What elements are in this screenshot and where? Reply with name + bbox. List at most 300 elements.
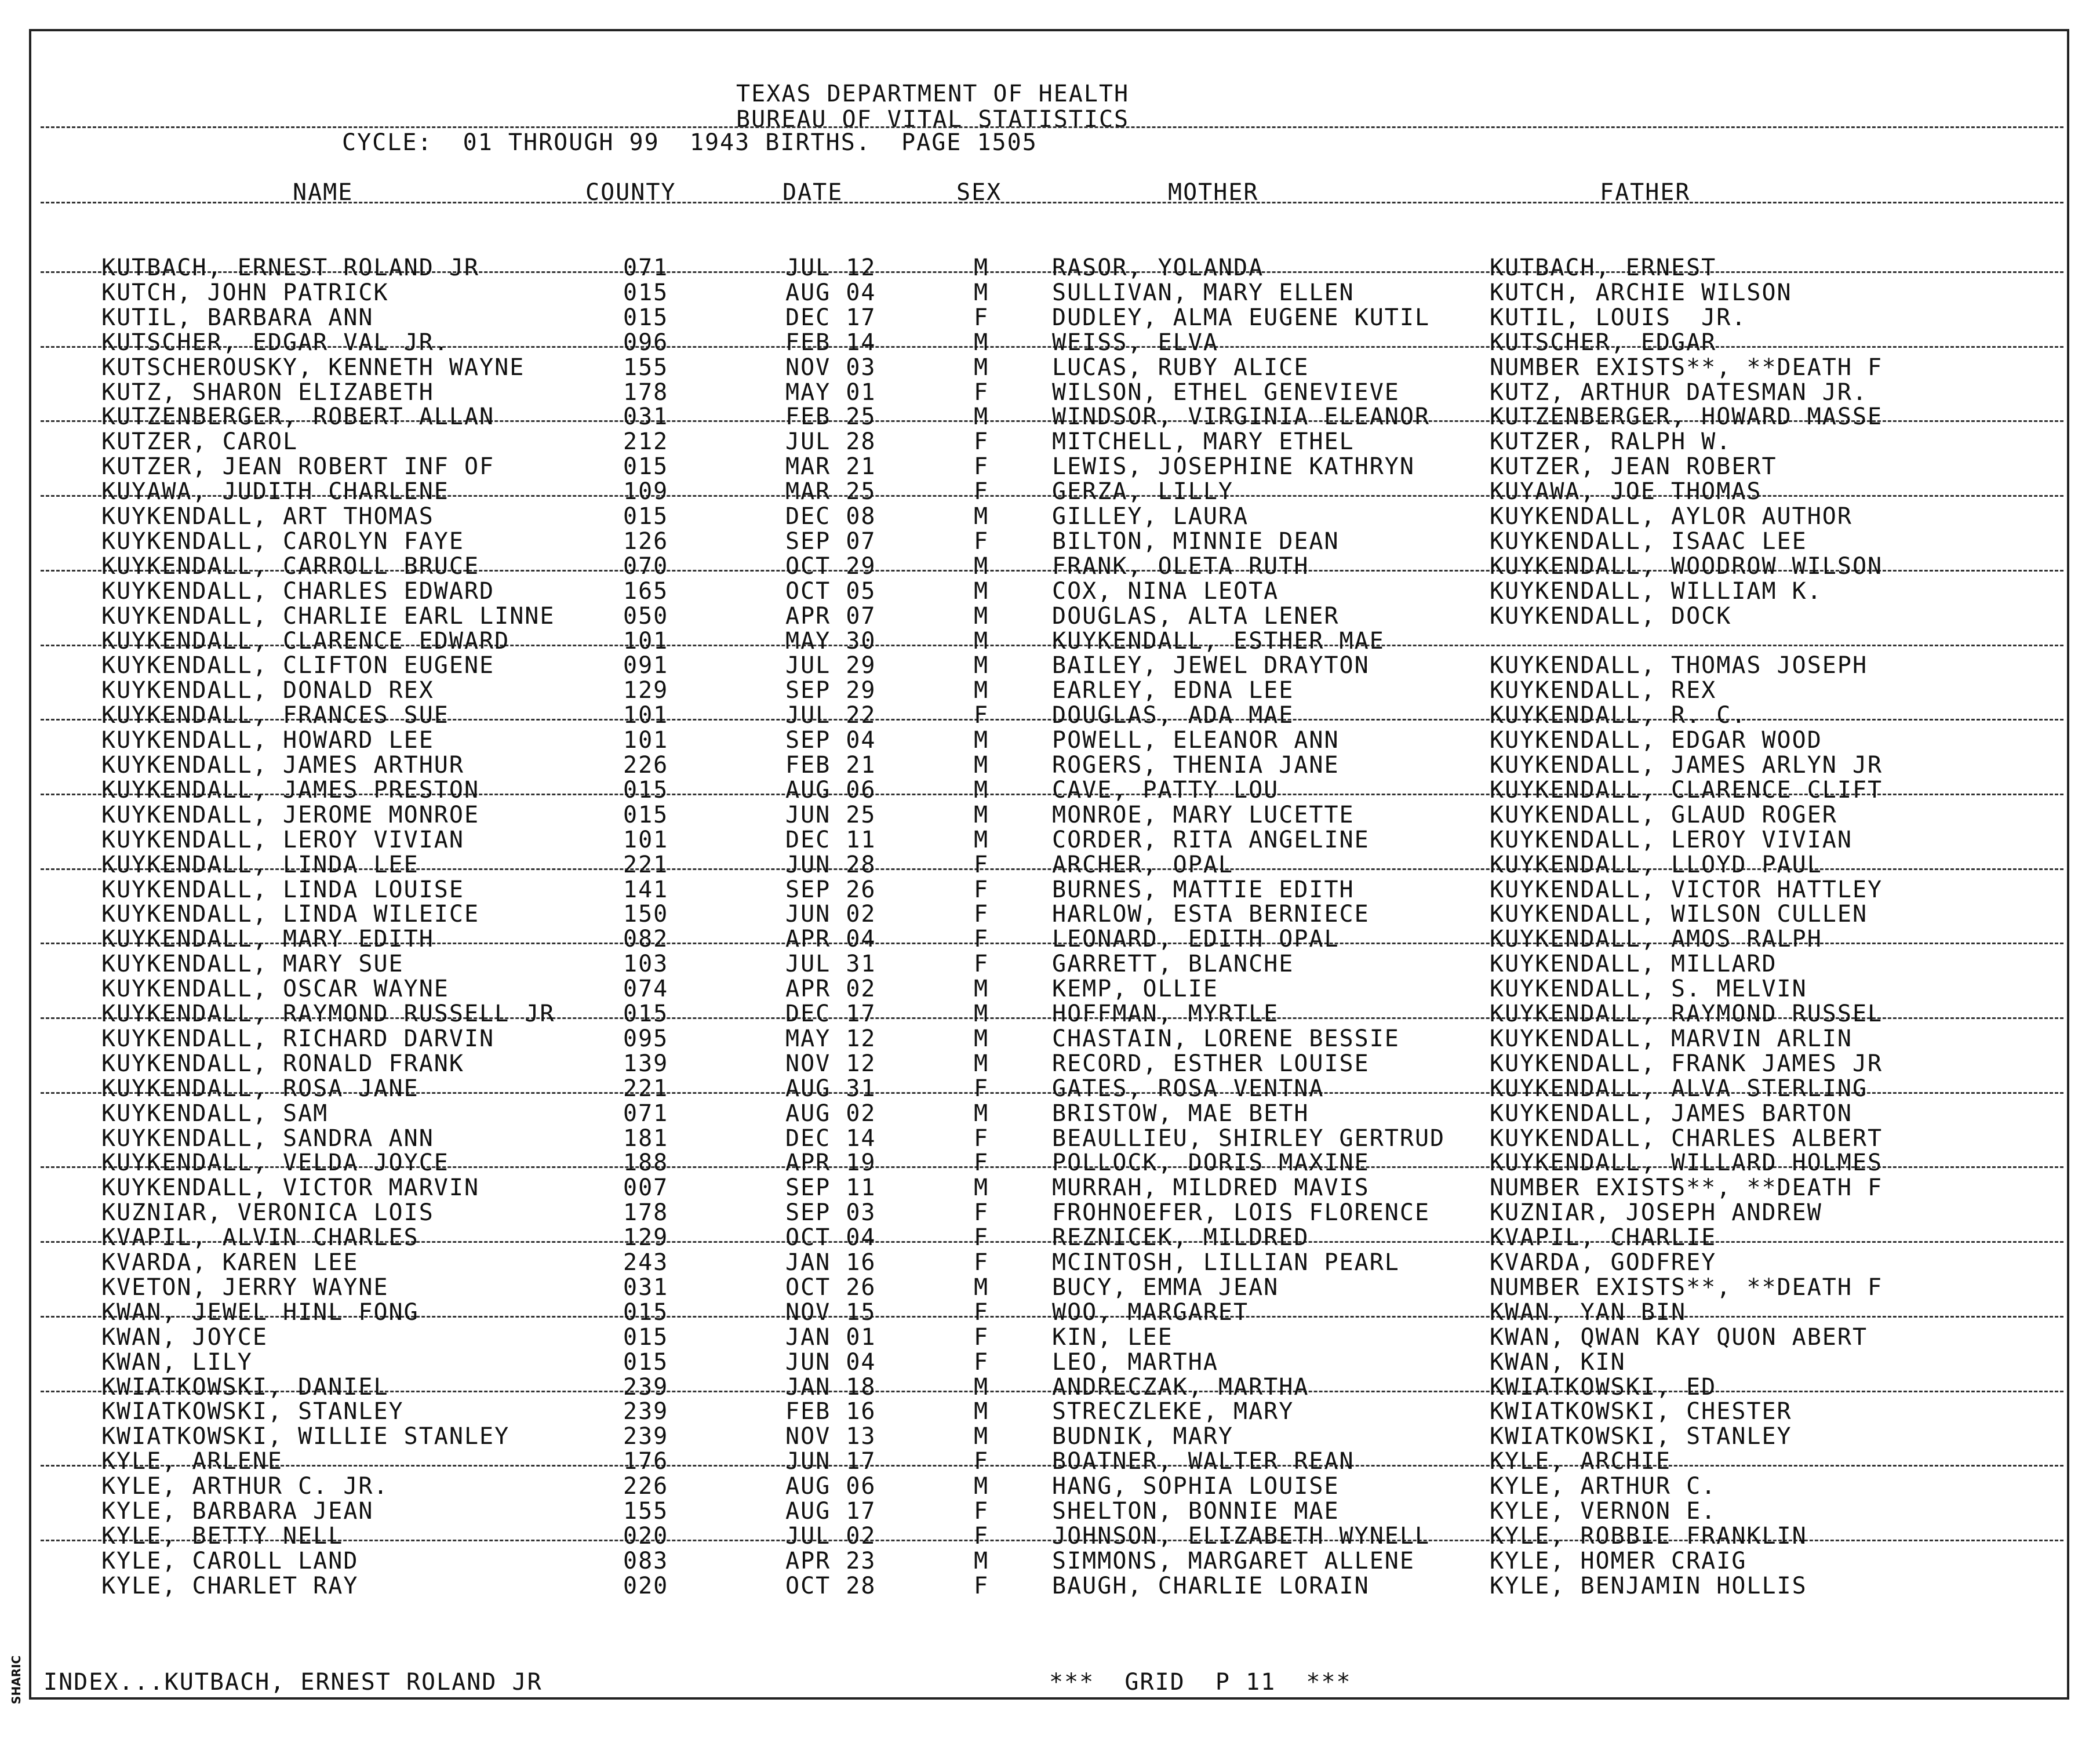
cell-father: KUYKENDALL, THOMAS JOSEPH [1490, 652, 1868, 679]
cell-name: KUYKENDALL, LINDA LEE [101, 852, 419, 878]
cell-father: KUYKENDALL, MARVIN ARLIN [1490, 1025, 1852, 1052]
cell-county: 212 [623, 428, 669, 455]
cell-county: 050 [623, 603, 669, 630]
cell-mother: WINDSOR, VIRGINIA ELEANOR [1052, 403, 1431, 430]
cell-name: KUTIL, BARBARA ANN [101, 304, 374, 331]
cell-mother: BAILEY, JEWEL DRAYTON [1052, 652, 1370, 679]
cell-father: KUYKENDALL, WILLARD HOLMES [1490, 1149, 1883, 1176]
cell-county: 015 [623, 777, 669, 803]
cell-father: KUYKENDALL, ALVA STERLING [1490, 1075, 1868, 1102]
cell-mother: MCINTOSH, LILLIAN PEARL [1052, 1249, 1400, 1276]
cell-name: KUYKENDALL, JAMES PRESTON [101, 777, 480, 803]
cell-county: 015 [623, 1349, 669, 1376]
column-header-mother: MOTHER [1168, 179, 1259, 206]
cell-date: SEP 03 [785, 1199, 876, 1226]
cell-sex: F [974, 1498, 989, 1525]
cell-father: KYLE, ROBBIE FRANKLIN [1490, 1523, 1807, 1549]
cell-date: MAR 25 [785, 478, 876, 505]
cell-county: 082 [623, 926, 669, 952]
cell-father: KUYKENDALL, CHARLES ALBERT [1490, 1125, 1883, 1152]
cell-mother: FROHNOEFER, LOIS FLORENCE [1052, 1199, 1431, 1226]
cell-mother: WOO, MARGARET [1052, 1299, 1249, 1326]
column-header-name: NAME [293, 179, 354, 206]
cell-sex: F [974, 1125, 989, 1152]
cell-name: KYLE, ARTHUR C. JR. [101, 1473, 389, 1500]
cell-date: DEC 17 [785, 304, 876, 331]
cell-mother: MONROE, MARY LUCETTE [1052, 802, 1355, 828]
cell-county: 129 [623, 677, 669, 704]
cell-county: 015 [623, 1324, 669, 1351]
cell-county: 221 [623, 1075, 669, 1102]
cell-sex: F [974, 1199, 989, 1226]
cell-date: FEB 21 [785, 752, 876, 778]
cell-name: KUYKENDALL, CHARLES EDWARD [101, 578, 495, 605]
cell-sex: M [974, 628, 989, 654]
cell-father: KUYKENDALL, MILLARD [1490, 951, 1777, 977]
cell-name: KUTSCHER, EDGAR VAL JR. [101, 329, 449, 356]
cell-name: KYLE, ARLENE [101, 1448, 283, 1475]
cell-mother: POWELL, ELEANOR ANN [1052, 727, 1340, 754]
cell-date: APR 23 [785, 1548, 876, 1574]
dashed-rule [41, 202, 2063, 203]
cell-county: 071 [623, 254, 669, 281]
cell-date: MAY 01 [785, 379, 876, 406]
cell-name: KUYKENDALL, SAM [101, 1100, 329, 1127]
cell-father: KUTIL, LOUIS JR. [1490, 304, 1747, 331]
cell-name: KUYKENDALL, CLARENCE EDWARD [101, 628, 510, 654]
cell-name: KUYKENDALL, JAMES ARTHUR [101, 752, 464, 778]
cell-name: KUTZER, CAROL [101, 428, 299, 455]
cell-date: APR 19 [785, 1149, 876, 1176]
cell-father: NUMBER EXISTS**, **DEATH F [1490, 1174, 1883, 1201]
cell-sex: F [974, 1324, 989, 1351]
department-title: TEXAS DEPARTMENT OF HEALTH [736, 81, 1130, 107]
cell-date: JUN 28 [785, 852, 876, 878]
cell-mother: KUYKENDALL, ESTHER MAE [1052, 628, 1385, 654]
cell-mother: HARLOW, ESTA BERNIECE [1052, 901, 1370, 927]
cell-date: APR 04 [785, 926, 876, 952]
cell-date: FEB 16 [785, 1398, 876, 1425]
footer-index: INDEX...KUTBACH, ERNEST ROLAND JR [43, 1669, 543, 1696]
cell-date: DEC 08 [785, 503, 876, 530]
cell-sex: F [974, 926, 989, 952]
cell-father: KUYKENDALL, WILLIAM K. [1490, 578, 1822, 605]
cell-name: KWAN, LILY [101, 1349, 253, 1376]
cell-county: 096 [623, 329, 669, 356]
cell-name: KUYKENDALL, CAROLYN FAYE [101, 528, 464, 555]
cell-mother: BRISTOW, MAE BETH [1052, 1100, 1309, 1127]
cell-name: KUTSCHEROUSKY, KENNETH WAYNE [101, 354, 525, 381]
cell-name: KUTZER, JEAN ROBERT INF OF [101, 453, 495, 480]
column-header-county: COUNTY [585, 179, 676, 206]
cell-mother: JOHNSON, ELIZABETH WYNELL [1052, 1523, 1431, 1549]
cell-father: KWAN, YAN BIN [1490, 1299, 1687, 1326]
cell-date: OCT 26 [785, 1274, 876, 1301]
cell-date: JUN 02 [785, 901, 876, 927]
cell-name: KUYKENDALL, LINDA LOUISE [101, 876, 464, 903]
cell-date: SEP 04 [785, 727, 876, 754]
cell-county: 239 [623, 1374, 669, 1400]
cell-date: NOV 13 [785, 1423, 876, 1450]
cell-county: 103 [623, 951, 669, 977]
cell-father: NUMBER EXISTS**, **DEATH F [1490, 354, 1883, 381]
column-header-date: DATE [783, 179, 843, 206]
cell-name: KUTBACH, ERNEST ROLAND JR [101, 254, 480, 281]
cell-sex: M [974, 652, 989, 679]
cell-name: KUYKENDALL, CHARLIE EARL LINNE [101, 603, 555, 630]
cell-sex: M [974, 603, 989, 630]
cell-name: KWIATKOWSKI, WILLIE STANLEY [101, 1423, 510, 1450]
cell-sex: M [974, 279, 989, 306]
cell-county: 015 [623, 1001, 669, 1027]
cell-mother: LUCAS, RUBY ALICE [1052, 354, 1309, 381]
cell-name: KUYKENDALL, CLIFTON EUGENE [101, 652, 495, 679]
cell-father: KUYKENDALL, AMOS RALPH [1490, 926, 1822, 952]
cell-county: 020 [623, 1573, 669, 1599]
cell-date: JUL 12 [785, 254, 876, 281]
cell-county: 129 [623, 1224, 669, 1251]
cell-father: KUYAWA, JOE THOMAS [1490, 478, 1762, 505]
cell-father: KYLE, HOMER CRAIG [1490, 1548, 1747, 1574]
cell-county: 141 [623, 876, 669, 903]
cell-date: JUL 02 [785, 1523, 876, 1549]
side-label [5, 1640, 22, 1704]
cell-sex: M [974, 578, 989, 605]
cell-father: KUYKENDALL, AYLOR AUTHOR [1490, 503, 1852, 530]
cell-date: JUL 31 [785, 951, 876, 977]
cell-mother: LEO, MARTHA [1052, 1349, 1218, 1376]
cell-mother: BUDNIK, MARY [1052, 1423, 1233, 1450]
cell-sex: F [974, 901, 989, 927]
cell-name: KUYKENDALL, RAYMOND RUSSELL JR [101, 1001, 555, 1027]
cell-sex: F [974, 1149, 989, 1176]
cell-date: SEP 07 [785, 528, 876, 555]
cell-father: KUZNIAR, JOSEPH ANDREW [1490, 1199, 1822, 1226]
cell-county: 178 [623, 1199, 669, 1226]
cell-date: JAN 18 [785, 1374, 876, 1400]
cell-mother: SIMMONS, MARGARET ALLENE [1052, 1548, 1415, 1574]
cell-name: KVETON, JERRY WAYNE [101, 1274, 389, 1301]
cell-mother: DOUGLAS, ALTA LENER [1052, 603, 1340, 630]
cell-father: KUTBACH, ERNEST [1490, 254, 1717, 281]
cell-mother: SULLIVAN, MARY ELLEN [1052, 279, 1355, 306]
cycle-line: CYCLE: 01 THROUGH 99 1943 BIRTHS. PAGE 1505 [342, 129, 1038, 156]
cell-sex: M [974, 553, 989, 580]
cell-county: 015 [623, 279, 669, 306]
cell-father: KUYKENDALL, FRANK JAMES JR [1490, 1050, 1883, 1077]
cell-date: JAN 01 [785, 1324, 876, 1351]
cell-father: KUTZ, ARTHUR DATESMAN JR. [1490, 379, 1868, 406]
cell-county: 126 [623, 528, 669, 555]
cell-county: 083 [623, 1548, 669, 1574]
cell-name: KVAPIL, ALVIN CHARLES [101, 1224, 419, 1251]
cell-mother: BAUGH, CHARLIE LORAIN [1052, 1573, 1370, 1599]
cell-name: KUYKENDALL, HOWARD LEE [101, 727, 434, 754]
cell-sex: F [974, 1523, 989, 1549]
cell-father: KUYKENDALL, R. C. [1490, 702, 1747, 729]
cell-date: JUL 29 [785, 652, 876, 679]
cell-county: 226 [623, 1473, 669, 1500]
cell-name: KYLE, CAROLL LAND [101, 1548, 359, 1574]
cell-mother: STRECZLEKE, MARY [1052, 1398, 1294, 1425]
cell-county: 074 [623, 976, 669, 1002]
cell-father: KYLE, ARTHUR C. [1490, 1473, 1717, 1500]
cell-county: 226 [623, 752, 669, 778]
cell-father: KUYKENDALL, EDGAR WOOD [1490, 727, 1822, 754]
cell-county: 155 [623, 1498, 669, 1525]
cell-county: 181 [623, 1125, 669, 1152]
column-header-father: FATHER [1600, 179, 1691, 206]
cell-date: SEP 26 [785, 876, 876, 903]
cell-name: KVARDA, KAREN LEE [101, 1249, 359, 1276]
cell-mother: RECORD, ESTHER LOUISE [1052, 1050, 1370, 1077]
cell-name: KUYKENDALL, CARROLL BRUCE [101, 553, 480, 580]
cell-county: 015 [623, 453, 669, 480]
cell-sex: F [974, 1448, 989, 1475]
cell-mother: SHELTON, BONNIE MAE [1052, 1498, 1340, 1525]
cell-county: 020 [623, 1523, 669, 1549]
cell-county: 221 [623, 852, 669, 878]
cell-date: JUN 25 [785, 802, 876, 828]
cell-sex: F [974, 478, 989, 505]
cell-date: MAY 12 [785, 1025, 876, 1052]
cell-name: KUYKENDALL, RICHARD DARVIN [101, 1025, 495, 1052]
cell-county: 070 [623, 553, 669, 580]
cell-father: KVARDA, GODFREY [1490, 1249, 1717, 1276]
cell-county: 165 [623, 578, 669, 605]
cell-mother: GATES, ROSA VENTNA [1052, 1075, 1324, 1102]
cell-name: KUYKENDALL, RONALD FRANK [101, 1050, 464, 1077]
footer-grid: *** GRID P 11 *** [1049, 1669, 1352, 1696]
cell-date: OCT 29 [785, 553, 876, 580]
cell-sex: F [974, 453, 989, 480]
cell-county: 239 [623, 1398, 669, 1425]
cell-sex: F [974, 1224, 989, 1251]
cell-date: SEP 29 [785, 677, 876, 704]
cell-date: AUG 06 [785, 1473, 876, 1500]
cell-date: DEC 11 [785, 827, 876, 853]
cell-sex: M [974, 1423, 989, 1450]
cell-mother: BILTON, MINNIE DEAN [1052, 528, 1340, 555]
cell-father: KYLE, BENJAMIN HOLLIS [1490, 1573, 1807, 1599]
cell-mother: CAVE, PATTY LOU [1052, 777, 1279, 803]
cell-mother: WILSON, ETHEL GENEVIEVE [1052, 379, 1400, 406]
cell-father: KUYKENDALL, JAMES BARTON [1490, 1100, 1852, 1127]
bureau-title: BUREAU OF VITAL STATISTICS [736, 106, 1130, 133]
cell-sex: M [974, 727, 989, 754]
cell-date: JAN 16 [785, 1249, 876, 1276]
cell-sex: F [974, 1075, 989, 1102]
cell-sex: F [974, 876, 989, 903]
cell-county: 101 [623, 628, 669, 654]
cell-name: KYLE, BARBARA JEAN [101, 1498, 374, 1525]
cell-name: KUYKENDALL, DONALD REX [101, 677, 434, 704]
cell-county: 007 [623, 1174, 669, 1201]
cell-county: 101 [623, 702, 669, 729]
cell-county: 243 [623, 1249, 669, 1276]
cell-date: AUG 06 [785, 777, 876, 803]
cell-sex: M [974, 1100, 989, 1127]
cell-date: NOV 15 [785, 1299, 876, 1326]
cell-county: 095 [623, 1025, 669, 1052]
cell-sex: M [974, 827, 989, 853]
cell-name: KUYKENDALL, VICTOR MARVIN [101, 1174, 480, 1201]
cell-county: 239 [623, 1423, 669, 1450]
cell-father: KUTSCHER, EDGAR [1490, 329, 1717, 356]
cell-sex: M [974, 254, 989, 281]
cell-name: KUTZ, SHARON ELIZABETH [101, 379, 434, 406]
cell-mother: HANG, SOPHIA LOUISE [1052, 1473, 1340, 1500]
cell-name: KUYKENDALL, LINDA WILEICE [101, 901, 480, 927]
cell-county: 071 [623, 1100, 669, 1127]
cell-sex: F [974, 528, 989, 555]
cell-date: AUG 17 [785, 1498, 876, 1525]
cell-sex: F [974, 379, 989, 406]
cell-mother: GERZA, LILLY [1052, 478, 1233, 505]
cell-father: KUTCH, ARCHIE WILSON [1490, 279, 1792, 306]
cell-mother: REZNICEK, MILDRED [1052, 1224, 1309, 1251]
cell-county: 101 [623, 727, 669, 754]
cell-date: OCT 05 [785, 578, 876, 605]
cell-date: FEB 14 [785, 329, 876, 356]
cell-date: JUL 28 [785, 428, 876, 455]
cell-father: KUYKENDALL, LLOYD PAUL [1490, 852, 1822, 878]
cell-county: 015 [623, 304, 669, 331]
cell-mother: POLLOCK, DORIS MAXINE [1052, 1149, 1370, 1176]
cell-mother: ROGERS, THENIA JANE [1052, 752, 1340, 778]
cell-sex: M [974, 1548, 989, 1574]
cell-mother: CHASTAIN, LORENE BESSIE [1052, 1025, 1400, 1052]
cell-county: 101 [623, 827, 669, 853]
cell-date: DEC 14 [785, 1125, 876, 1152]
cell-mother: BEAULLIEU, SHIRLEY GERTRUD [1052, 1125, 1446, 1152]
cell-sex: F [974, 1349, 989, 1376]
cell-date: MAR 21 [785, 453, 876, 480]
cell-father: KUTZER, RALPH W. [1490, 428, 1732, 455]
cell-sex: M [974, 1001, 989, 1027]
cell-mother: MURRAH, MILDRED MAVIS [1052, 1174, 1370, 1201]
cell-mother: ARCHER, OPAL [1052, 852, 1233, 878]
cell-name: KUYKENDALL, LEROY VIVIAN [101, 827, 464, 853]
cell-mother: DOUGLAS, ADA MAE [1052, 702, 1294, 729]
cell-sex: M [974, 1473, 989, 1500]
cell-name: KYLE, BETTY NELL [101, 1523, 344, 1549]
cell-name: KUYKENDALL, JEROME MONROE [101, 802, 480, 828]
cell-mother: DUDLEY, ALMA EUGENE KUTIL [1052, 304, 1431, 331]
cell-father: KYLE, VERNON E. [1490, 1498, 1717, 1525]
cell-name: KUYKENDALL, OSCAR WAYNE [101, 976, 449, 1002]
cell-father: KYLE, ARCHIE [1490, 1448, 1671, 1475]
cell-father: KWIATKOWSKI, ED [1490, 1374, 1717, 1400]
cell-name: KUTZENBERGER, ROBERT ALLAN [101, 403, 495, 430]
cell-mother: KIN, LEE [1052, 1324, 1173, 1351]
cell-name: KWIATKOWSKI, STANLEY [101, 1398, 404, 1425]
cell-mother: WEISS, ELVA [1052, 329, 1218, 356]
cell-name: KUYKENDALL, ART THOMAS [101, 503, 434, 530]
cell-name: KUTCH, JOHN PATRICK [101, 279, 389, 306]
cell-mother: RASOR, YOLANDA [1052, 254, 1264, 281]
side-label-text: SHARIC [9, 1655, 23, 1704]
cell-county: 031 [623, 403, 669, 430]
cell-date: NOV 03 [785, 354, 876, 381]
cell-sex: M [974, 1398, 989, 1425]
cell-sex: M [974, 677, 989, 704]
cell-county: 178 [623, 379, 669, 406]
cell-mother: FRANK, OLETA RUTH [1052, 553, 1309, 580]
cell-father: KUYKENDALL, JAMES ARLYN JR [1490, 752, 1883, 778]
cell-county: 109 [623, 478, 669, 505]
cell-date: AUG 04 [785, 279, 876, 306]
cell-date: APR 07 [785, 603, 876, 630]
cell-date: FEB 25 [785, 403, 876, 430]
cell-sex: F [974, 1249, 989, 1276]
cell-sex: M [974, 354, 989, 381]
cell-sex: M [974, 503, 989, 530]
cell-mother: ANDRECZAK, MARTHA [1052, 1374, 1309, 1400]
cell-mother: GILLEY, LAURA [1052, 503, 1249, 530]
cell-county: 155 [623, 354, 669, 381]
cell-sex: F [974, 951, 989, 977]
cell-father: KUYKENDALL, RAYMOND RUSSEL [1490, 1001, 1883, 1027]
cell-sex: M [974, 752, 989, 778]
cell-sex: M [974, 976, 989, 1002]
cell-county: 176 [623, 1448, 669, 1475]
cell-date: JUL 22 [785, 702, 876, 729]
cell-date: DEC 17 [785, 1001, 876, 1027]
cell-father: KVAPIL, CHARLIE [1490, 1224, 1717, 1251]
cell-date: AUG 31 [785, 1075, 876, 1102]
cell-sex: F [974, 1573, 989, 1599]
cell-date: APR 02 [785, 976, 876, 1002]
cell-sex: M [974, 329, 989, 356]
cell-father: KUYKENDALL, DOCK [1490, 603, 1732, 630]
cell-date: AUG 02 [785, 1100, 876, 1127]
cell-name: KUYKENDALL, MARY EDITH [101, 926, 434, 952]
cell-mother: LEONARD, EDITH OPAL [1052, 926, 1340, 952]
cell-county: 031 [623, 1274, 669, 1301]
cell-sex: M [974, 1025, 989, 1052]
cell-county: 015 [623, 503, 669, 530]
cell-father: KWAN, QWAN KAY QUON ABERT [1490, 1324, 1868, 1351]
cell-sex: F [974, 1299, 989, 1326]
cell-date: MAY 30 [785, 628, 876, 654]
cell-mother: BUCY, EMMA JEAN [1052, 1274, 1279, 1301]
cell-father: KUYKENDALL, GLAUD ROGER [1490, 802, 1837, 828]
cell-sex: F [974, 304, 989, 331]
cell-name: KUYKENDALL, ROSA JANE [101, 1075, 419, 1102]
cell-mother: BURNES, MATTIE EDITH [1052, 876, 1355, 903]
cell-mother: HOFFMAN, MYRTLE [1052, 1001, 1279, 1027]
cell-sex: F [974, 852, 989, 878]
cell-name: KWIATKOWSKI, DANIEL [101, 1374, 389, 1400]
cell-father: KWAN, KIN [1490, 1349, 1626, 1376]
cell-sex: M [974, 777, 989, 803]
cell-sex: M [974, 1274, 989, 1301]
cell-sex: M [974, 802, 989, 828]
cell-county: 015 [623, 802, 669, 828]
cell-mother: CORDER, RITA ANGELINE [1052, 827, 1370, 853]
cell-mother: GARRETT, BLANCHE [1052, 951, 1294, 977]
cell-father: KUYKENDALL, S. MELVIN [1490, 976, 1807, 1002]
cell-name: KUYAWA, JUDITH CHARLENE [101, 478, 449, 505]
cell-mother: KEMP, OLLIE [1052, 976, 1218, 1002]
cell-mother: LEWIS, JOSEPHINE KATHRYN [1052, 453, 1415, 480]
cell-sex: M [974, 1374, 989, 1400]
cell-name: KUZNIAR, VERONICA LOIS [101, 1199, 434, 1226]
cell-name: KWAN, JOYCE [101, 1324, 268, 1351]
cell-mother: BOATNER, WALTER REAN [1052, 1448, 1355, 1475]
cell-mother: MITCHELL, MARY ETHEL [1052, 428, 1355, 455]
